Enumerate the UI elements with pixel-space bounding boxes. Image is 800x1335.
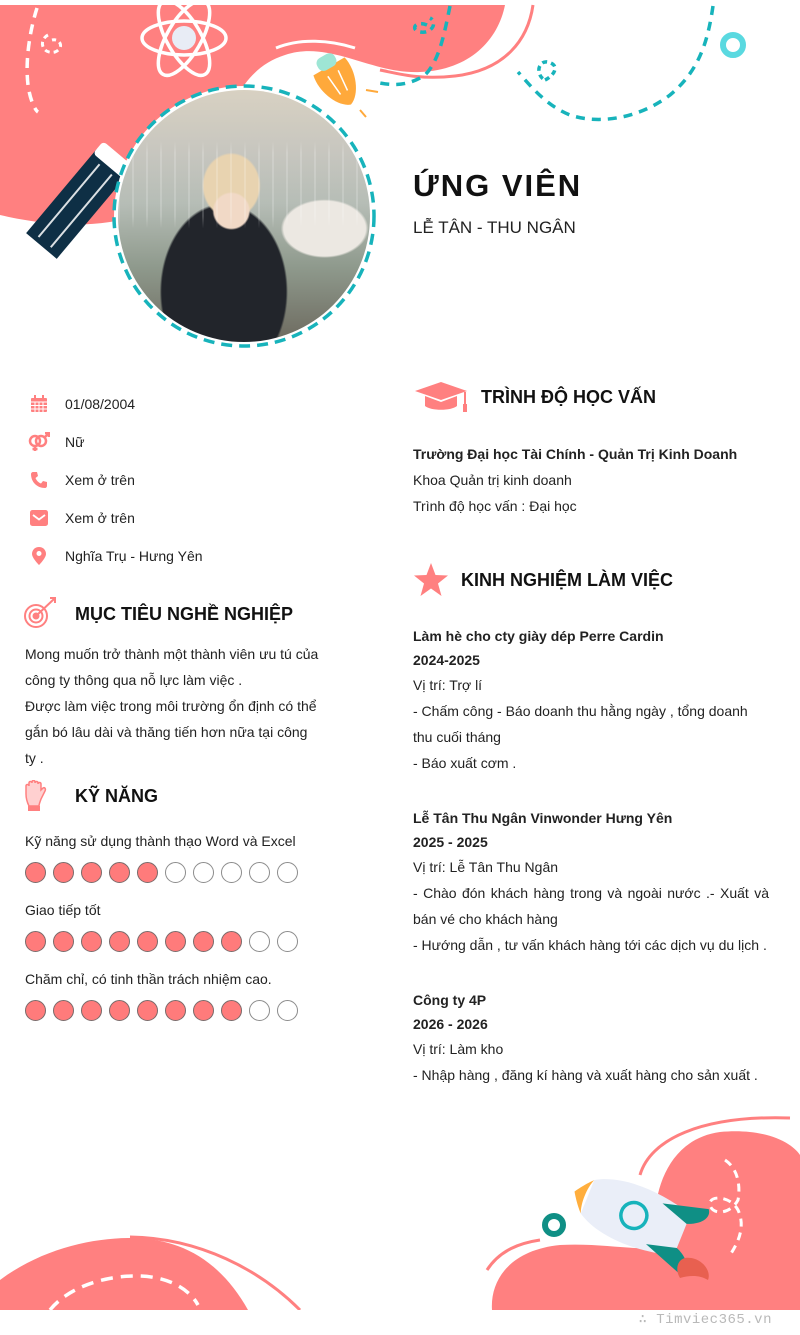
contact-phone <box>28 461 348 499</box>
rating-dot-empty <box>249 1000 270 1021</box>
skills-list <box>25 828 325 1035</box>
phone-value: Xem ở trên <box>65 472 135 488</box>
job-entry <box>413 624 769 776</box>
rating-dot-filled <box>109 862 130 883</box>
rating-dot-filled <box>81 862 102 883</box>
skills-title: KỸ NĂNG <box>75 785 159 806</box>
address-value: Nghĩa Trụ - Hưng Yên <box>65 548 203 564</box>
career-goal-heading <box>22 596 293 632</box>
rating-dot-filled <box>25 1000 46 1021</box>
contact-list <box>28 385 348 575</box>
rating-dot-empty <box>165 862 186 883</box>
rating-dot-filled <box>53 862 74 883</box>
job-detail: - Chào đón khách hàng trong và ngoài nước .- Xuất và bán vé cho khách hàng <box>413 885 769 927</box>
rating-dot-filled <box>193 931 214 952</box>
email-value: Xem ở trên <box>65 510 135 526</box>
rating-dot-filled <box>81 1000 102 1021</box>
graduation-cap-icon <box>413 380 469 414</box>
skill-rating <box>25 862 325 883</box>
gender-icon <box>28 431 50 453</box>
job-detail: - Chấm công - Báo doanh thu hằng ngày , tổng doanh thu cuối tháng <box>413 703 748 745</box>
job-company: Làm hè cho cty giày dép Perre Cardin <box>413 628 664 644</box>
rating-dot-empty <box>249 862 270 883</box>
phone-icon <box>28 469 50 491</box>
location-pin-icon <box>28 545 50 567</box>
job-entry <box>413 806 769 958</box>
major: Khoa Quản trị kinh doanh <box>413 472 572 488</box>
job-detail: - Báo xuất cơm . <box>413 755 517 771</box>
skill-item <box>25 828 325 883</box>
experience-list <box>413 624 769 1118</box>
job-years: 2025 - 2025 <box>413 834 488 850</box>
job-position: Vị trí: Làm kho <box>413 1041 504 1057</box>
rating-dot-filled <box>25 931 46 952</box>
rating-dot-filled <box>137 931 158 952</box>
job-entry <box>413 988 769 1088</box>
job-detail: - Hướng dẫn , tư vấn khách hàng tới các dịch vụ du lịch . <box>413 937 767 953</box>
career-goal-text <box>25 641 320 771</box>
rating-dot-filled <box>137 1000 158 1021</box>
education-details <box>413 441 773 519</box>
watermark: ∴ Timviec365.vn <box>638 1312 772 1328</box>
rating-dot-empty <box>193 862 214 883</box>
job-company: Lễ Tân Thu Ngân Vinwonder Hưng Yên <box>413 810 673 826</box>
hand-icon <box>22 780 50 812</box>
rating-dot-empty <box>277 1000 298 1021</box>
job-years: 2024-2025 <box>413 652 480 668</box>
job-position: Vị trí: Lễ Tân Thu Ngân <box>413 859 559 875</box>
career-goal-line: Mong muốn trở thành một thành viên ưu tú của công ty thông qua nỗ lực làm việc . <box>25 646 319 688</box>
rating-dot-filled <box>25 862 46 883</box>
birthday-value: 01/08/2004 <box>65 396 136 412</box>
rating-dot-filled <box>109 1000 130 1021</box>
experience-heading <box>413 562 673 598</box>
rating-dot-filled <box>137 862 158 883</box>
job-position: Vị trí: Trợ lí <box>413 677 483 693</box>
star-icon <box>413 562 449 598</box>
profile-photo <box>118 90 370 342</box>
career-goal-title: MỤC TIÊU NGHỀ NGHIỆP <box>75 603 294 624</box>
rating-dot-filled <box>109 931 130 952</box>
rating-dot-filled <box>165 1000 186 1021</box>
skill-item <box>25 966 325 1021</box>
rating-dot-empty <box>277 931 298 952</box>
job-company: Công ty 4P <box>413 992 487 1008</box>
footer-decoration <box>0 1100 800 1310</box>
rating-dot-filled <box>81 931 102 952</box>
rating-dot-filled <box>221 931 242 952</box>
gender-value: Nữ <box>65 434 85 450</box>
target-icon <box>22 596 60 632</box>
career-goal-line: Được làm việc trong môi trường ổn định có thể gắn bó lâu dài và thăng tiến hơn nữa tại công ty . <box>25 698 317 766</box>
job-years: 2026 - 2026 <box>413 1016 488 1032</box>
skill-name: Giao tiếp tốt <box>25 902 101 918</box>
education-level: Trình độ học vấn : Đại học <box>413 498 577 514</box>
skills-heading <box>22 780 158 812</box>
rating-dot-filled <box>221 1000 242 1021</box>
job-title: LỄ TÂN - THU NGÂN <box>413 218 576 237</box>
rating-dot-filled <box>53 931 74 952</box>
rating-dot-empty <box>249 931 270 952</box>
education-heading <box>413 380 656 414</box>
job-detail: - Nhập hàng , đăng kí hàng và xuất hàng cho sản xuất . <box>413 1067 758 1083</box>
rating-dot-empty <box>221 862 242 883</box>
experience-title: KINH NGHIỆM LÀM VIỆC <box>461 569 674 590</box>
contact-gender <box>28 423 348 461</box>
skill-name: Kỹ năng sử dụng thành thạo Word và Excel <box>25 833 296 849</box>
candidate-name: ỨNG VIÊN <box>413 168 583 203</box>
education-title: TRÌNH ĐỘ HỌC VẤN <box>481 386 656 407</box>
school-name: Trường Đại học Tài Chính - Quản Trị Kinh Doanh <box>413 446 738 462</box>
rating-dot-filled <box>193 1000 214 1021</box>
skill-name: Chăm chỉ, có tinh thần trách nhiệm cao. <box>25 971 272 987</box>
rating-dot-filled <box>53 1000 74 1021</box>
contact-address <box>28 537 348 575</box>
rating-dot-empty <box>277 862 298 883</box>
skill-item <box>25 897 325 952</box>
skill-rating <box>25 1000 325 1021</box>
contact-email <box>28 499 348 537</box>
email-icon <box>28 507 50 529</box>
skill-rating <box>25 931 325 952</box>
profile-photo-frame <box>110 82 378 350</box>
rating-dot-filled <box>165 931 186 952</box>
contact-birthday <box>28 385 348 423</box>
calendar-icon <box>28 393 50 415</box>
